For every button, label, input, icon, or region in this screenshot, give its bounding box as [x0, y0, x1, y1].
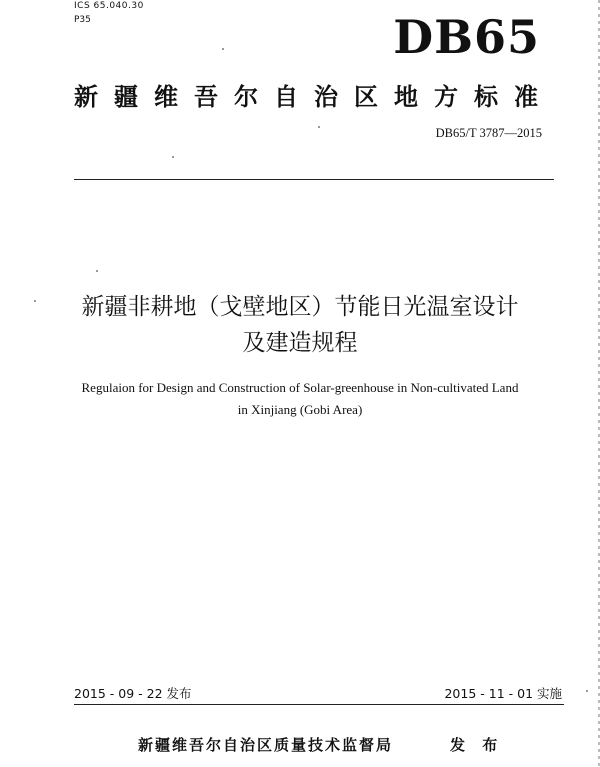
scan-speck: [172, 156, 174, 158]
scan-speck: [318, 126, 320, 128]
standard-logo: DB65: [393, 10, 540, 64]
implementation-date: 2015 - 11 - 01 实施: [444, 686, 562, 701]
document-title-en-line2: in Xinjiang (Gobi Area): [237, 402, 363, 417]
scan-speck: [222, 48, 224, 50]
classification-code: P35: [74, 15, 91, 25]
header-divider: [74, 179, 554, 180]
standard-type-title: 新疆维吾尔自治区地方标准: [74, 83, 554, 111]
issue-label: 发 布: [450, 736, 504, 754]
footer-divider: [74, 704, 564, 705]
issuing-authority: 新疆维吾尔自治区质量技术监督局: [138, 736, 394, 754]
scan-speck: [96, 270, 98, 272]
ics-code: ICS 65.040.30: [74, 1, 144, 11]
scan-speck: [586, 690, 588, 692]
document-title-cn-line1: 新疆非耕地（戈壁地区）节能日光温室设计: [81, 294, 519, 320]
document-title-cn-line2: 及建造规程: [242, 330, 358, 356]
standard-number: DB65/T 3787—2015: [435, 126, 542, 140]
issue-date: 2015 - 09 - 22 发布: [74, 686, 192, 701]
document-title-en-line1: Regulaion for Design and Construction of Solar-greenhouse in Non-cultivated Land: [81, 380, 519, 395]
scan-speck: [34, 300, 36, 302]
